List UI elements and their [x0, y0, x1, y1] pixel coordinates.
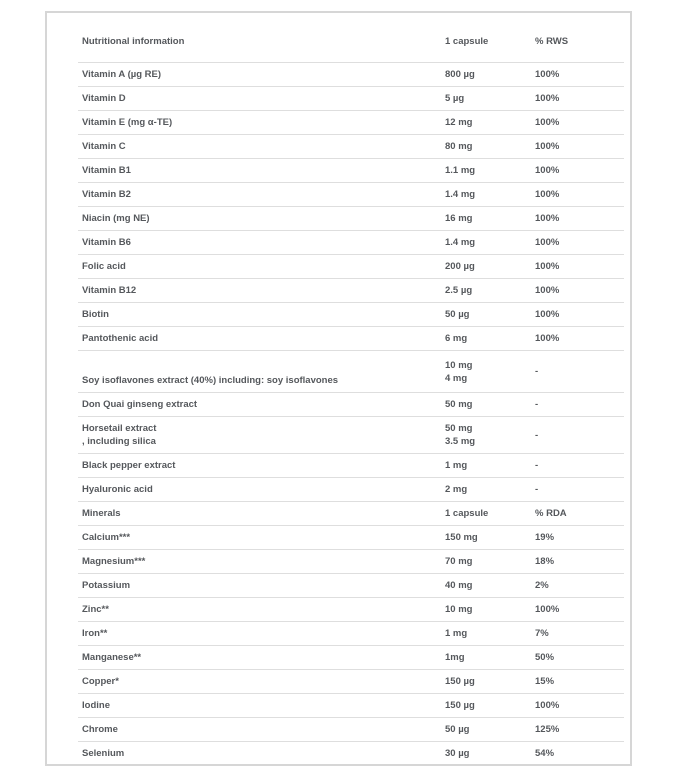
nutrient-amount	[441, 417, 531, 454]
mineral-pct: 2%	[531, 574, 624, 598]
mineral-pct: 7%	[531, 622, 624, 646]
table-row	[78, 454, 624, 478]
nutrient-amount: 1.4 mg	[441, 183, 531, 207]
header-name: Nutritional information	[78, 20, 441, 63]
mineral-amount: 30 µg	[445, 748, 470, 759]
nutrient-name: Vitamin B2	[78, 183, 441, 207]
nutrient-name: Pantothenic acid	[78, 327, 441, 351]
nutrient-name: Folic acid	[78, 255, 441, 279]
mineral-amount: 50 µg	[441, 718, 531, 742]
nutrient-name: Vitamin B12	[78, 279, 441, 303]
table-row	[78, 742, 624, 766]
mineral-amount: 150 µg	[441, 694, 531, 718]
nutrient-pct: 100%	[531, 135, 624, 159]
mineral-name: Copper*	[78, 670, 441, 694]
nutrient-pct: 100%	[531, 183, 624, 207]
nutrient-name: Vitamin B1	[78, 159, 441, 183]
nutrient-pct: 100%	[531, 255, 624, 279]
amount-line-1: 50 mg	[445, 423, 473, 434]
nutrient-name: Vitamin D	[78, 87, 441, 111]
nutrient-pct: 100%	[531, 111, 624, 135]
nutrient-amount: 16 mg	[441, 207, 531, 231]
nutrient-name: Biotin	[78, 303, 441, 327]
table-row	[78, 694, 624, 718]
nutrient-amount: 1.1 mg	[441, 159, 531, 183]
nutrient-pct: -	[531, 478, 624, 502]
table-row	[78, 622, 624, 646]
nutrition-panel	[45, 11, 632, 766]
mineral-amount: 150 mg	[441, 526, 531, 550]
table-row	[78, 87, 624, 111]
nutrient-amount: 50 µg	[441, 303, 531, 327]
nutrient-amount: 80 mg	[441, 135, 531, 159]
amount-line-1: 10 mg	[445, 359, 473, 371]
mineral-pct: 54%	[535, 748, 555, 759]
amount-line-2: 3.5 mg	[445, 436, 476, 447]
table-row	[78, 550, 624, 574]
nutrient-name: Soy isoflavones extract (40%) including: soy isoflavones	[78, 351, 441, 393]
nutrient-name: Black pepper extract	[78, 454, 441, 478]
table-row	[78, 574, 624, 598]
nutrient-name: Hyaluronic acid	[78, 478, 441, 502]
mineral-pct: 18%	[531, 550, 624, 574]
table-row	[78, 231, 624, 255]
table-row	[78, 255, 624, 279]
nutrient-pct: -	[531, 351, 624, 393]
nutrient-pct: -	[531, 393, 624, 417]
mineral-name: Iodine	[78, 694, 441, 718]
table-row	[78, 279, 624, 303]
mineral-pct: 15%	[531, 670, 624, 694]
nutrient-pct: 100%	[531, 279, 624, 303]
nutrient-pct: -	[531, 417, 624, 454]
mineral-amount: 40 mg	[441, 574, 531, 598]
nutrient-name: Vitamin C	[78, 135, 441, 159]
minerals-header	[78, 502, 624, 526]
nutrient-name: Don Quai ginseng extract	[78, 393, 441, 417]
mineral-name: Magnesium***	[78, 550, 441, 574]
nutrient-pct: 100%	[531, 231, 624, 255]
nutrient-pct: 100%	[531, 63, 624, 87]
table-row-soy	[78, 351, 624, 393]
nutrient-pct: 100%	[531, 207, 624, 231]
nutrient-name: Vitamin A (µg RE)	[78, 63, 441, 87]
name-line-1: Horsetail extract	[82, 423, 157, 434]
table-row	[78, 63, 624, 87]
mineral-pct: 50%	[531, 646, 624, 670]
mineral-name: Potassium	[78, 574, 441, 598]
nutrient-name: Niacin (mg NE)	[78, 207, 441, 231]
mineral-amount: 10 mg	[441, 598, 531, 622]
mineral-amount: 150 µg	[441, 670, 531, 694]
mineral-name: Chrome	[78, 718, 441, 742]
name-line-2: , including silica	[82, 436, 156, 447]
header-amount: 1 capsule	[441, 20, 531, 63]
nutrient-pct: 100%	[531, 327, 624, 351]
mineral-name: Calcium***	[78, 526, 441, 550]
table-row	[78, 393, 624, 417]
nutrient-amount: 1.4 mg	[441, 231, 531, 255]
nutrient-name: Vitamin B6	[78, 231, 441, 255]
table-row	[78, 207, 624, 231]
nutrient-amount: 12 mg	[441, 111, 531, 135]
amount-line-2: 4 mg	[445, 372, 468, 384]
table-row	[78, 718, 624, 742]
nutrient-amount	[441, 351, 531, 393]
mineral-pct: 125%	[531, 718, 624, 742]
mineral-pct: 100%	[531, 694, 624, 718]
nutrient-amount: 50 mg	[441, 393, 531, 417]
minerals-header-name: Minerals	[78, 502, 441, 526]
nutrient-amount: 200 µg	[441, 255, 531, 279]
mineral-name: Selenium	[82, 748, 125, 759]
mineral-amount: 1 mg	[441, 622, 531, 646]
nutrient-amount: 6 mg	[441, 327, 531, 351]
nutrient-pct: -	[531, 454, 624, 478]
nutrient-pct: 100%	[531, 159, 624, 183]
table-row	[78, 111, 624, 135]
mineral-pct: 100%	[531, 598, 624, 622]
minerals-header-amount: 1 capsule	[441, 502, 531, 526]
nutrient-pct: 100%	[531, 303, 624, 327]
nutrition-table	[78, 20, 624, 765]
table-row	[78, 183, 624, 207]
table-row	[78, 646, 624, 670]
mineral-name: Manganese**	[78, 646, 441, 670]
mineral-amount: 1mg	[441, 646, 531, 670]
table-row	[78, 598, 624, 622]
nutrient-amount: 2.5 µg	[441, 279, 531, 303]
table-row	[78, 135, 624, 159]
mineral-name: Iron**	[78, 622, 441, 646]
mineral-amount: 70 mg	[441, 550, 531, 574]
header-pct: % RWS	[531, 20, 624, 63]
mineral-pct: 19%	[531, 526, 624, 550]
table-header	[78, 20, 624, 63]
table-row	[78, 478, 624, 502]
nutrient-amount: 5 µg	[441, 87, 531, 111]
table-row	[78, 670, 624, 694]
table-row	[78, 159, 624, 183]
mineral-name: Zinc**	[78, 598, 441, 622]
table-row	[78, 303, 624, 327]
nutrient-amount: 800 µg	[441, 63, 531, 87]
nutrient-amount: 1 mg	[441, 454, 531, 478]
nutrient-name: Vitamin E (mg α-TE)	[78, 111, 441, 135]
table-row	[78, 327, 624, 351]
minerals-header-pct: % RDA	[531, 502, 624, 526]
table-row-horsetail	[78, 417, 624, 454]
nutrient-name	[78, 417, 441, 454]
nutrient-amount: 2 mg	[441, 478, 531, 502]
table-row	[78, 526, 624, 550]
nutrient-pct: 100%	[531, 87, 624, 111]
